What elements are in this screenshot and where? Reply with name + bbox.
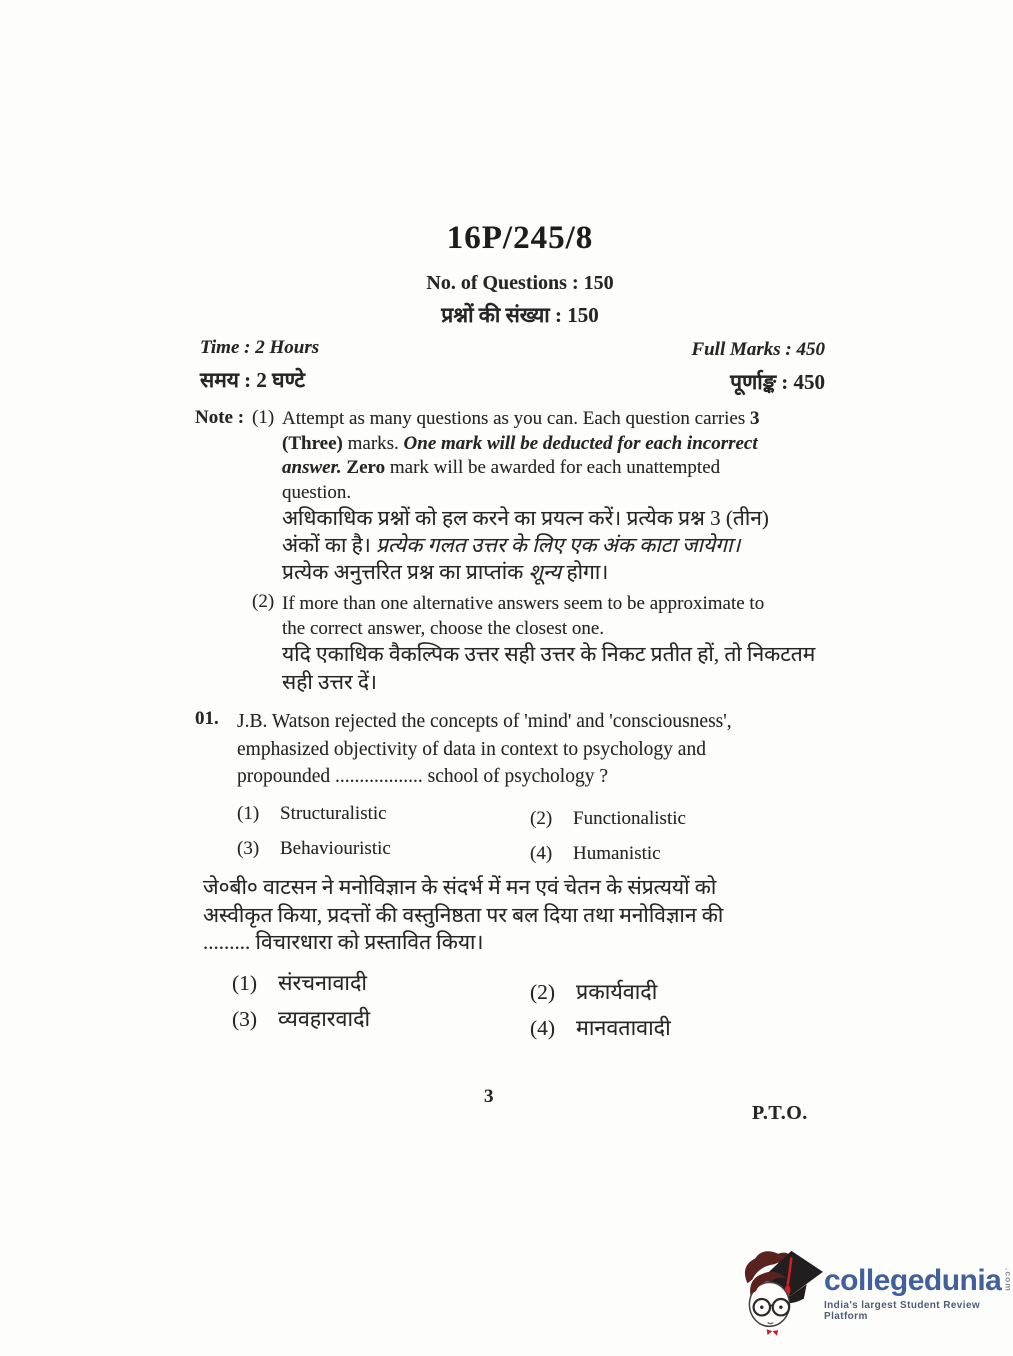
time-block [200,337,319,394]
collegedunia-brand: collegedunia [824,1264,1002,1297]
note-text: Attempt as many questions as you can. Each question carries [282,408,751,429]
full-marks-label-en: Full Marks : 450 [691,339,825,360]
option-number: (1) [237,802,260,824]
page-number: 3 [484,1086,494,1107]
option-label: संरचनावादी [278,971,367,995]
note-item-2-body [282,591,843,696]
option-label: Behaviouristic [280,837,391,859]
note-text: the correct answer, choose the closest one. [282,618,605,639]
option-number: (2) [530,980,556,1004]
note-text-bold: 3 [750,408,760,429]
note-line [282,481,843,506]
note-label: Note : [195,407,245,428]
option-label: Functionalistic [573,807,686,829]
note-text-bold-italic: One mark will be deducted for each incorrect [403,432,758,454]
question-line-hindi: ......... विचारधारा को प्रस्तावित किया। [203,930,484,954]
note-text-bold-italic: answer. [282,457,347,478]
option-number: (3) [237,837,260,859]
note-text: यदि एकाधिक वैकल्पिक उत्तर सही उत्तर के निकट प्रतीत हों, तो निकटतम [282,642,816,666]
option-item [237,803,530,825]
question-line-hindi: अस्वीकृत किया, प्रदत्तों की वस्तुनिष्ठता पर बल दिया तथा मनोविज्ञान की [203,902,724,927]
note-line [282,591,843,616]
question-line: propounded .................. school of psychology ? [237,766,608,787]
note-text: होगा। [561,560,609,584]
note-text-italic: शून्य [528,560,562,584]
note-line-hindi [282,669,843,697]
note-item-2-number: (2) [252,591,275,612]
note-text: If more than one alternative answers seem to be approximate to [282,593,765,614]
option-number: (4) [530,1016,556,1040]
note-item-1-body [282,407,843,586]
note-text-italic: प्रत्येक गलत उत्तर के लिए एक अंक काटा जायेगा। [376,533,741,557]
collegedunia-logo-text [824,1266,1013,1322]
note-text: अंकों का है। [282,533,377,557]
note-text: question. [282,481,352,503]
note-section [195,407,843,696]
option-item [237,838,530,860]
option-item [530,808,843,830]
note-text: सही उत्तर दें। [282,669,378,694]
time-label-hi: समय : 2 घण्टे [200,368,305,392]
question-line: J.B. Watson rejected the concepts of 'mind' and 'consciousness', [237,711,732,732]
note-line [282,432,843,457]
note-line-hindi [282,559,843,586]
question-line: emphasized objectivity of data in context to psychology and [237,738,706,760]
question-body [237,708,843,864]
question-line-hindi: जे०बी० वाटसन ने मनोविज्ञान के संदर्भ में मन एवं चेतन के संप्रत्ययों को [203,875,717,899]
collegedunia-domain: .com [1003,1268,1013,1292]
option-item [530,1014,671,1042]
note-line [282,456,843,481]
note-text: marks. [342,432,404,454]
option-item [530,843,843,865]
paper-code: 16P/245/8 [446,220,594,256]
option-number: (2) [530,807,553,829]
option-label: मानवतावादी [576,1016,671,1040]
option-item [232,969,530,997]
collegedunia-logo [736,1243,1013,1339]
note-line-hindi [282,505,843,532]
note-item-2 [195,591,843,696]
options-grid-en [237,802,843,864]
collegedunia-tagline: India's largest Student Review Platform [824,1300,981,1322]
time-label-en: Time : 2 Hours [200,337,320,358]
option-label: प्रकार्यवादी [576,980,658,1004]
option-label: Structuralistic [280,802,387,824]
note-text-bold: (Three) [282,432,343,454]
option-number: (1) [232,971,258,995]
note-text-bold: Zero [346,457,386,478]
question-number: 01. [195,708,219,729]
note-line-hindi [282,641,843,669]
full-marks-label-hi: पूर्णाङ्क : 450 [730,370,825,394]
option-number: (3) [232,1007,258,1031]
option-item [232,1005,530,1033]
question-section-hindi [203,874,848,957]
note-line [282,407,843,432]
question-count-en: No. of Questions : 150 [426,272,614,294]
note-line-hindi [282,532,843,559]
pto-label: P.T.O. [752,1102,808,1124]
option-label: Humanistic [573,842,661,864]
note-text: अधिकाधिक प्रश्नों को हल करने का प्रयत्न करें। प्रत्येक प्रश्न 3 (तीन) [282,506,769,530]
question-section [195,708,843,864]
note-text: प्रत्येक अनुत्तरित प्रश्न का प्राप्तांक [282,560,529,584]
note-line [282,616,843,641]
note-item-1 [195,407,843,586]
options-grid-hindi [232,969,671,1040]
option-item [530,978,671,1006]
note-item-1-number: (1) [252,407,275,428]
collegedunia-mascot-icon [736,1243,822,1339]
option-label: व्यवहारवादी [278,1007,371,1031]
option-number: (4) [530,842,553,864]
question-count-hi: प्रश्नों की संख्या : 150 [441,303,599,327]
note-text: mark will be awarded for each unattempted [385,457,721,478]
marks-block [691,339,825,396]
